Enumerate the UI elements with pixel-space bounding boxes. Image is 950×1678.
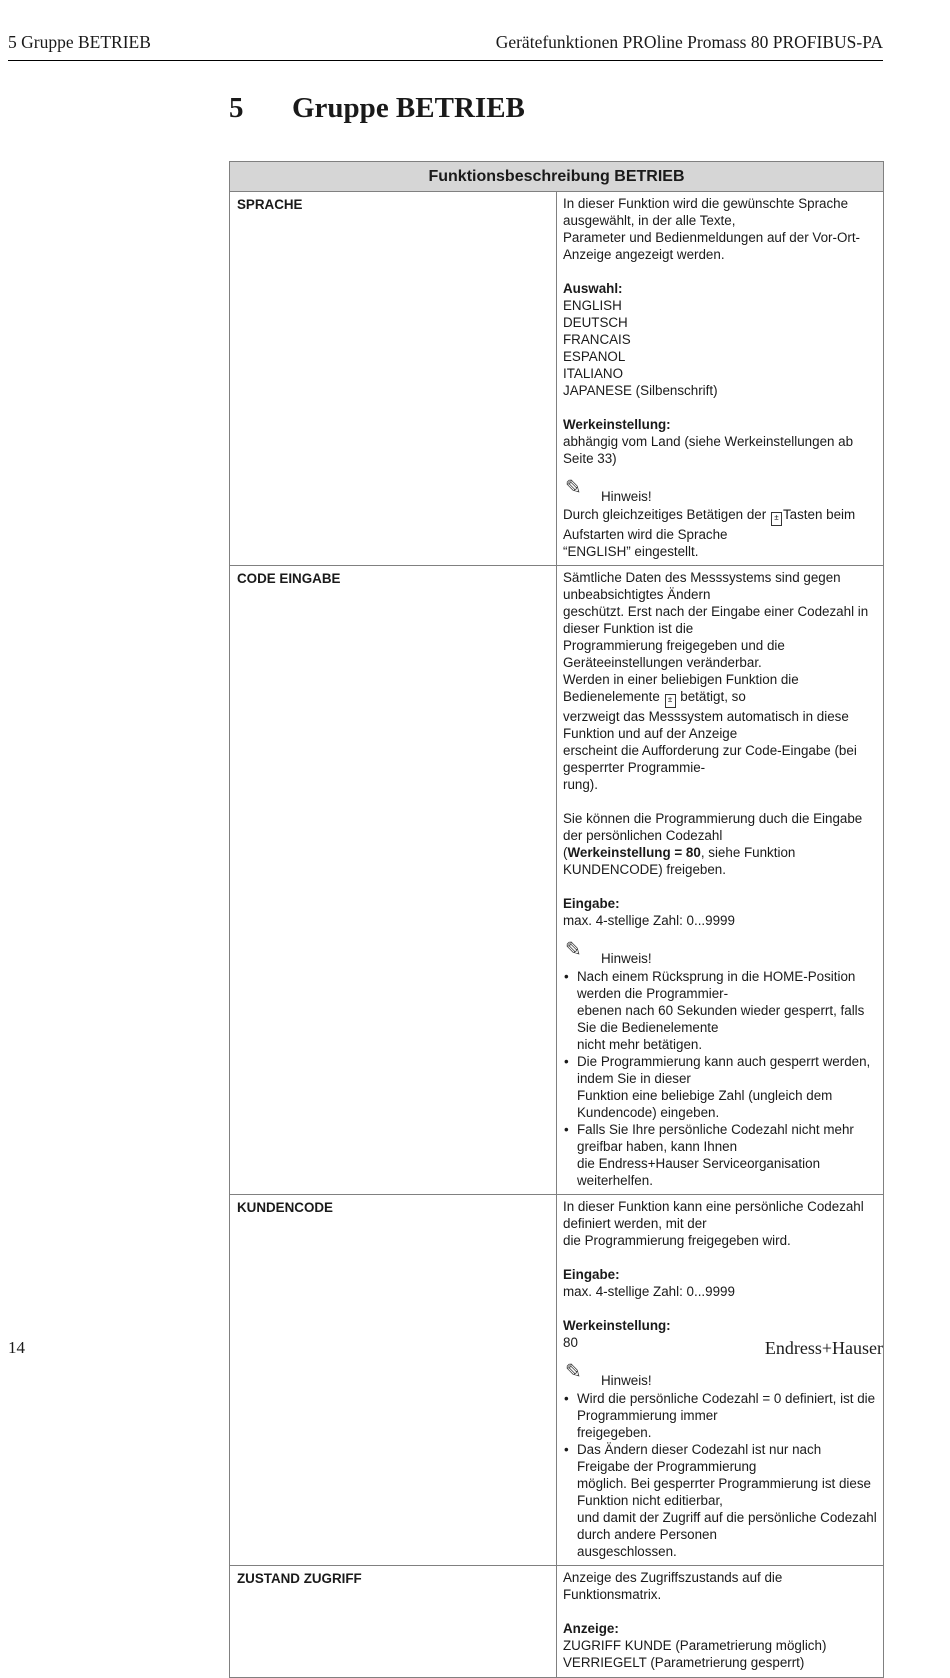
- werkeinstellung-label: Werkeinstellung:: [563, 417, 671, 432]
- brand-logo-text: Endress+Hauser: [764, 1338, 883, 1358]
- note-heading: [563, 1361, 877, 1390]
- description-line: Sämtliche Daten des Messsystems sind gegen unbeabsichtigtes Ändern: [563, 570, 841, 602]
- chapter-title: [229, 92, 525, 125]
- list-item: • Das Ändern dieser Codezahl ist nur nach Freigabe der Programmierung möglich. Bei gesperrter Programmierung ist diese Funktion nicht editierbar, und damit der Zugriff auf die persönliche Codezahl durch andere Personen ausgeschlossen.: [563, 1441, 877, 1560]
- function-name: KUNDENCODE: [230, 1195, 557, 1566]
- pencil-note-icon: ✎: [565, 1361, 582, 1383]
- description-line: Werden in einer beliebigen Funktion die Bedienelemente ± betätigt, so: [563, 671, 877, 708]
- description-line: Sie können die Programmierung duch die Eingabe der persönlichen Codezahl: [563, 811, 863, 843]
- option-item: ESPANOL: [563, 349, 626, 364]
- description-line: die Programmierung freigegeben wird.: [563, 1233, 791, 1248]
- werkeinstellung-label: Werkeinstellung:: [563, 1318, 671, 1333]
- function-description: [557, 1566, 884, 1678]
- description-line: rung).: [563, 777, 598, 792]
- function-description: [557, 192, 884, 566]
- pencil-note-icon: ✎: [565, 477, 582, 499]
- description-line: erscheint die Aufforderung zur Code-Eingabe (bei gesperrter Programmie-: [563, 743, 857, 775]
- description-line: In dieser Funktion wird die gewünschte Sprache ausgewählt, in der alle Texte,: [563, 196, 849, 228]
- list-item: • Falls Sie Ihre persönliche Codezahl nicht mehr greifbar haben, kann Ihnen die Endress+Hauser Serviceorganisation weiterhelfen.: [563, 1121, 877, 1189]
- description-line: In dieser Funktion kann eine persönliche Codezahl definiert werden, mit der: [563, 1199, 864, 1231]
- eingabe-value: max. 4-stellige Zahl: 0...9999: [563, 1284, 735, 1299]
- werkeinstellung-value: abhängig vom Land (siehe Werkeinstellungen ab Seite 33): [563, 434, 854, 466]
- page-header: [8, 30, 883, 61]
- table-row: [230, 566, 884, 1195]
- table-caption: Funktionsbeschreibung BETRIEB: [230, 162, 884, 192]
- header-section: 5 Gruppe BETRIEB: [8, 32, 151, 52]
- function-description: [557, 1195, 884, 1566]
- function-name: SPRACHE: [230, 192, 557, 566]
- option-item: ENGLISH: [563, 298, 622, 313]
- eingabe-label: Eingabe:: [563, 896, 620, 911]
- option-item: JAPANESE (Silbenschrift): [563, 383, 718, 398]
- option-item: ITALIANO: [563, 366, 624, 381]
- description-line: geschützt. Erst nach der Eingabe einer Codezahl in dieser Funktion ist die: [563, 604, 869, 636]
- werkeinstellung-value: 80: [563, 1335, 578, 1350]
- list-item: • Nach einem Rücksprung in die HOME-Position werden die Programmier- ebenen nach 60 Sekunden wieder gesperrt, falls Sie die Bedienelemente nicht mehr betätigen.: [563, 968, 877, 1053]
- auswahl-label: Auswahl:: [563, 281, 623, 296]
- table-row: [230, 1566, 884, 1678]
- anzeige-label: Anzeige:: [563, 1621, 619, 1636]
- page-number: 14: [8, 1338, 25, 1357]
- description-line: Anzeige des Zugriffszustands auf die Funktionsmatrix.: [563, 1570, 783, 1602]
- eingabe-label: Eingabe:: [563, 1267, 620, 1282]
- chapter-heading: Gruppe BETRIEB: [292, 92, 525, 124]
- table-row: [230, 192, 884, 566]
- hinweis-label: Hinweis!: [601, 1373, 652, 1388]
- eingabe-value: max. 4-stellige Zahl: 0...9999: [563, 913, 735, 928]
- pencil-note-icon: ✎: [565, 939, 582, 961]
- description-line: Parameter und Bedienmeldungen auf der Vor-Ort-Anzeige angezeigt werden.: [563, 230, 860, 262]
- option-item: DEUTSCH: [563, 315, 628, 330]
- note-list: [563, 1390, 877, 1560]
- option-item: FRANCAIS: [563, 332, 631, 347]
- header-document-title: Gerätefunktionen PROline Promass 80 PROFIBUS-PA: [495, 32, 883, 52]
- note-list: [563, 968, 877, 1189]
- description-line: (Werkeinstellung = 80, siehe Funktion KUNDENCODE) freigeben.: [563, 845, 796, 877]
- function-name: ZUSTAND ZUGRIFF: [230, 1566, 557, 1678]
- function-table: [229, 161, 884, 1678]
- hinweis-label: Hinweis!: [601, 489, 652, 504]
- description-line: verzweigt das Messsystem automatisch in diese Funktion und auf der Anzeige: [563, 709, 849, 741]
- note-heading: [563, 939, 877, 968]
- note-text: Durch gleichzeitiges Betätigen der ± Tasten beim Aufstarten wird die Sprache: [563, 507, 856, 542]
- anzeige-value: ZUGRIFF KUNDE (Parametrierung möglich): [563, 1638, 827, 1653]
- chapter-number: 5: [229, 92, 244, 124]
- operating-keys-icon: ±: [665, 694, 676, 708]
- anzeige-value: VERRIEGELT (Parametrierung gesperrt): [563, 1655, 805, 1670]
- function-description: [557, 566, 884, 1195]
- table-row: [230, 1195, 884, 1566]
- list-item: • Wird die persönliche Codezahl = 0 definiert, ist die Programmierung immer freigegeben.: [563, 1390, 877, 1441]
- operating-keys-icon: ±: [771, 512, 782, 526]
- list-item: • Die Programmierung kann auch gesperrt werden, indem Sie in dieser Funktion eine beliebige Zahl (ungleich dem Kundencode) eingeben.: [563, 1053, 877, 1121]
- hinweis-label: Hinweis!: [601, 951, 652, 966]
- note-heading: [563, 477, 877, 506]
- note-text: “ENGLISH” eingestellt.: [563, 544, 699, 559]
- description-line: Programmierung freigegeben und die Geräteeinstellungen veränderbar.: [563, 638, 785, 670]
- function-name: CODE EINGABE: [230, 566, 557, 1195]
